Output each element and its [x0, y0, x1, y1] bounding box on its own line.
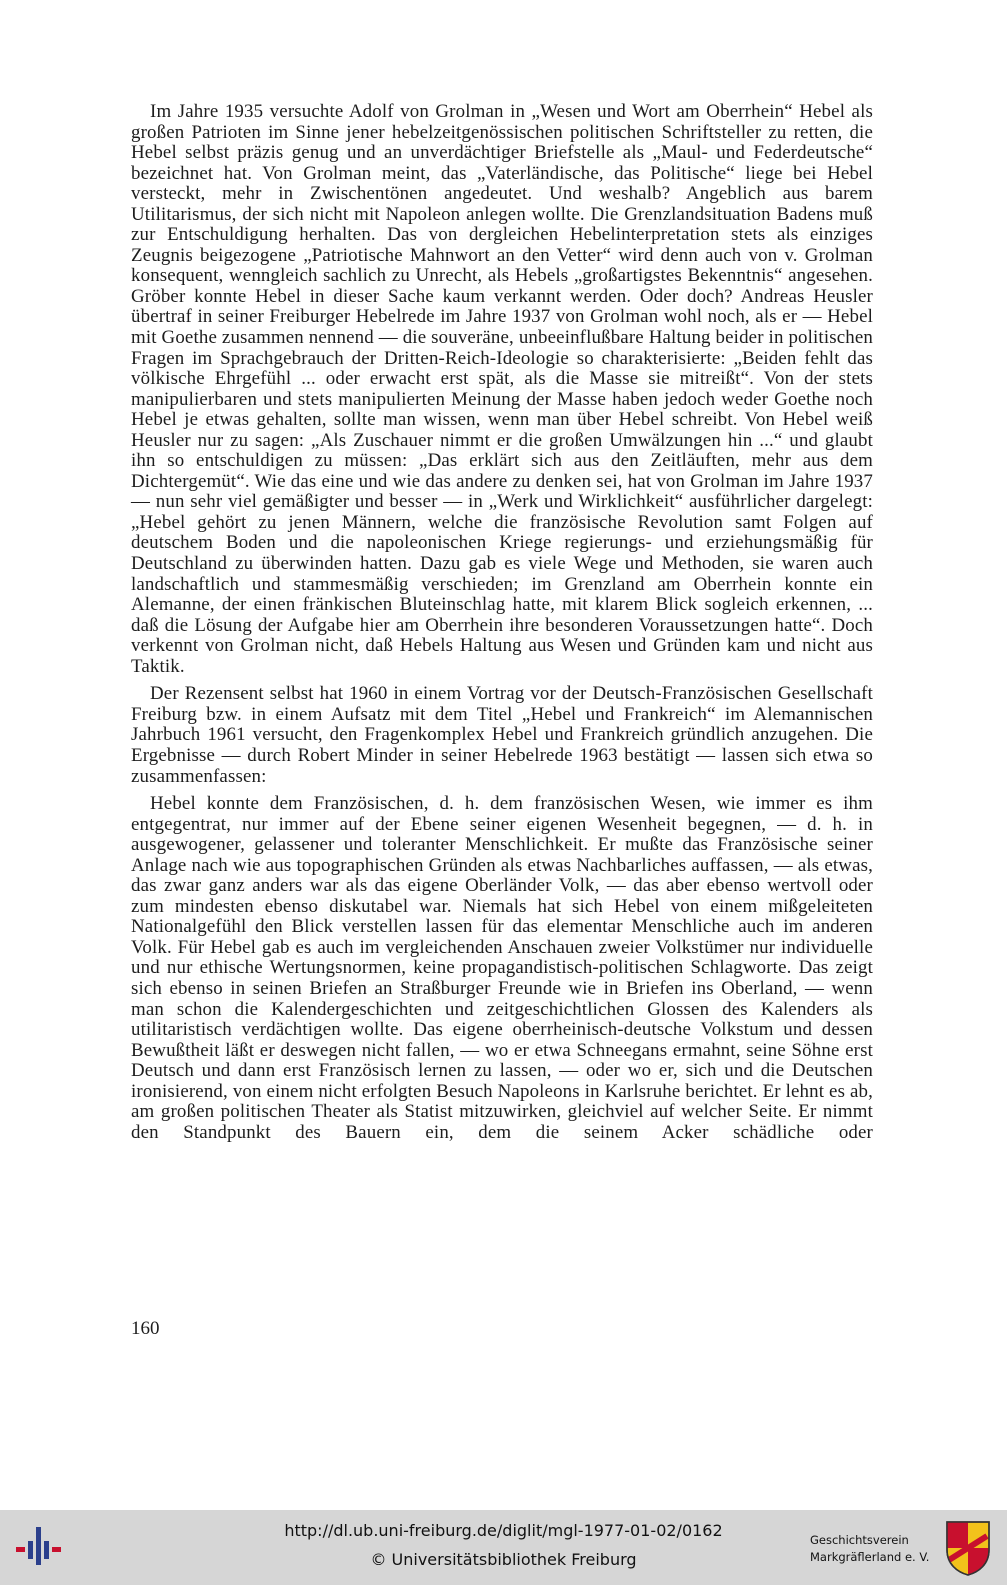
body-text [131, 102, 873, 1143]
paragraph-1: Im Jahre 1935 versuchte Adolf von Grolman in „Wesen und Wort am Oberrhein“ Hebel als großen Patrioten im Sinne jener hebelzeitgenössischen politischen Schriftsteller zu retten, die Hebel selbst präzis genug und an unverdächtiger Briefstelle als „Maul- und Federdeutsche“ bezeichnet hat. Von Grolman meint, das „Vaterländische, das Politische“ liege bei Hebel versteckt, mehr in Zwischentönen angedeutet. Und weshalb? Angeblich aus barem Utilitarismus, der sich nicht mit Napoleon anlegen wollte. Die Grenzlandsituation Badens muß zur Entschuldigung herhalten. Das von dergleichen Hebelinterpretation stets als einziges Zeugnis beigezogene „Patriotische Mahnwort an den Vetter“ wird denn auch von v. Grolman konsequent, wenngleich sachlich zu Unrecht, als Hebels „großartigstes Bekenntnis“ angesehen. Gröber konnte Hebel in dieser Sache kaum verkannt werden. Oder doch? Andreas Heusler übertraf in seiner Freiburger Hebelrede im Jahre 1937 von Grolman wohl noch, als er — Hebel mit Goethe zusammen nennend — die souveräne, unbeeinflußbare Haltung beider in politischen Fragen im Sprachgebrauch der Dritten-Reich-Ideologie so charakterisierte: „Beiden fehlt das völkische Ehrgefühl ... oder erwacht erst spät, als die Masse sie mitreißt“. Von der stets manipulierbaren und stets manipulierten Meinung der Masse haben jedoch weder Goethe noch Hebel je etwas gehalten, sollte man wissen, wenn man über Hebel schreibt. Von Hebel weiß Heusler nur zu sagen: „Als Zuschauer nimmt er die großen Umwälzungen hin ...“ und glaubt ihn so entschuldigen zu müssen: „Das erklärt sich aus den Zeitläuften, mehr aus dem Dichtergemüt“. Wie das eine und wie das andere zu denken sei, hat von Grolman im Jahre 1937 — nun sehr viel gemäßigter und besser — in „Werk und Wirklichkeit“ ausführlicher dargelegt: „Hebel gehört zu jenen Männern, welche die französische Revolution samt Folgen auf deutschem Boden und die napoleonischen Kriege regierungs- und erziehungsmäßig für Deutschland zu überwinden hatten. Dazu gab es viele Wege und Methoden, sie waren auch landschaftlich und stammesmäßig verschieden; im Grenzland am Oberrhein konnte ein Alemanne, der einen fränkischen Bluteinschlag hatte, mit klarem Blick sogleich erkennen, ... daß die Lösung der Aufgabe hier am Oberrhein ihre besonderen Voraussetzungen hatte“. Doch verkennt von Grolman nicht, daß Hebels Haltung aus Wesen und Gründen kam und nicht aus Taktik. [131, 101, 873, 677]
coat-of-arms-icon [945, 1520, 991, 1576]
paragraph-2: Der Rezensent selbst hat 1960 in einem Vortrag vor der Deutsch-Französischen Gesellschaft Freiburg bzw. in einem Aufsatz mit dem Titel „Hebel und Frankreich“ im Alemannischen Jahrbuch 1961 versucht, den Fragenkomplex Hebel und Frankreich gründlich anzugehen. Die Ergebnisse — durch Robert Minder in seiner Hebelrede 1963 bestätigt — lassen sich etwa so zusammenfassen: [131, 683, 873, 787]
society-line-2: Markgräflerland e. V. [810, 1550, 930, 1564]
paragraph-3: Hebel konnte dem Französischen, d. h. dem französischen Wesen, wie immer es ihm entgegentrat, nur immer auf der Ebene seiner eigenen Wesenheit begegnen, — d. h. in ausgewogener, gelassener und toleranter Menschlichkeit. Er mußte das Französische seiner Anlage nach wie aus topographischen Gründen als etwas Nachbarliches auffassen, — als etwas, das zwar ganz anders war als das eigene Oberländer Volk, — das aber ebenso wertvoll oder zum mindesten ebenso diskutabel war. Niemals hat sich Hebel von einem mißgeleiteten Nationalgefühl den Blick verstellen lassen für das elementar Menschliche auch im anderen Volk. Für Hebel gab es auch im vergleichenden Anschauen zweier Volkstümer nur individuelle und nur ethische Wertungsnormen, keine propagandistisch-politischen Schlagworte. Das zeigt sich ebenso in seinen Briefen an Straßburger Freunde wie in Briefen ins Oberland, — wenn man schon die Kalendergeschichten und zeitgeschichtlichen Glossen des Kalenders als utilitaristisch verdächtigen wollte. Das eigene oberrheinisch-deutsche Volkstum und dessen Bewußtheit läßt er deswegen nicht fallen, — wo er etwa Schneegans ermahnt, seine Söhne erst Deutsch und dann erst Französisch lernen zu lassen, — oder wo er, sich und die Deutschen ironisierend, von einem nicht erfolgten Besuch Napoleons in Karlsruhe berichtet. Er lehnt es ab, am großen politischen Theater als Statist mitzuwirken, gleichviel auf welcher Seite. Er nimmt den Standpunkt des Bauern ein, dem die seinem Acker schädliche oder [131, 793, 873, 1143]
copyright-text: © Universitätsbibliothek Freiburg [370, 1550, 637, 1569]
society-name [810, 1532, 935, 1566]
society-line-1: Geschichtsverein [810, 1533, 909, 1547]
footer-bar [0, 1510, 1007, 1585]
page-number: 160 [131, 1318, 160, 1339]
source-url-link[interactable]: http://dl.ub.uni-freiburg.de/diglit/mgl-1977-01-02/0162 [284, 1521, 723, 1540]
